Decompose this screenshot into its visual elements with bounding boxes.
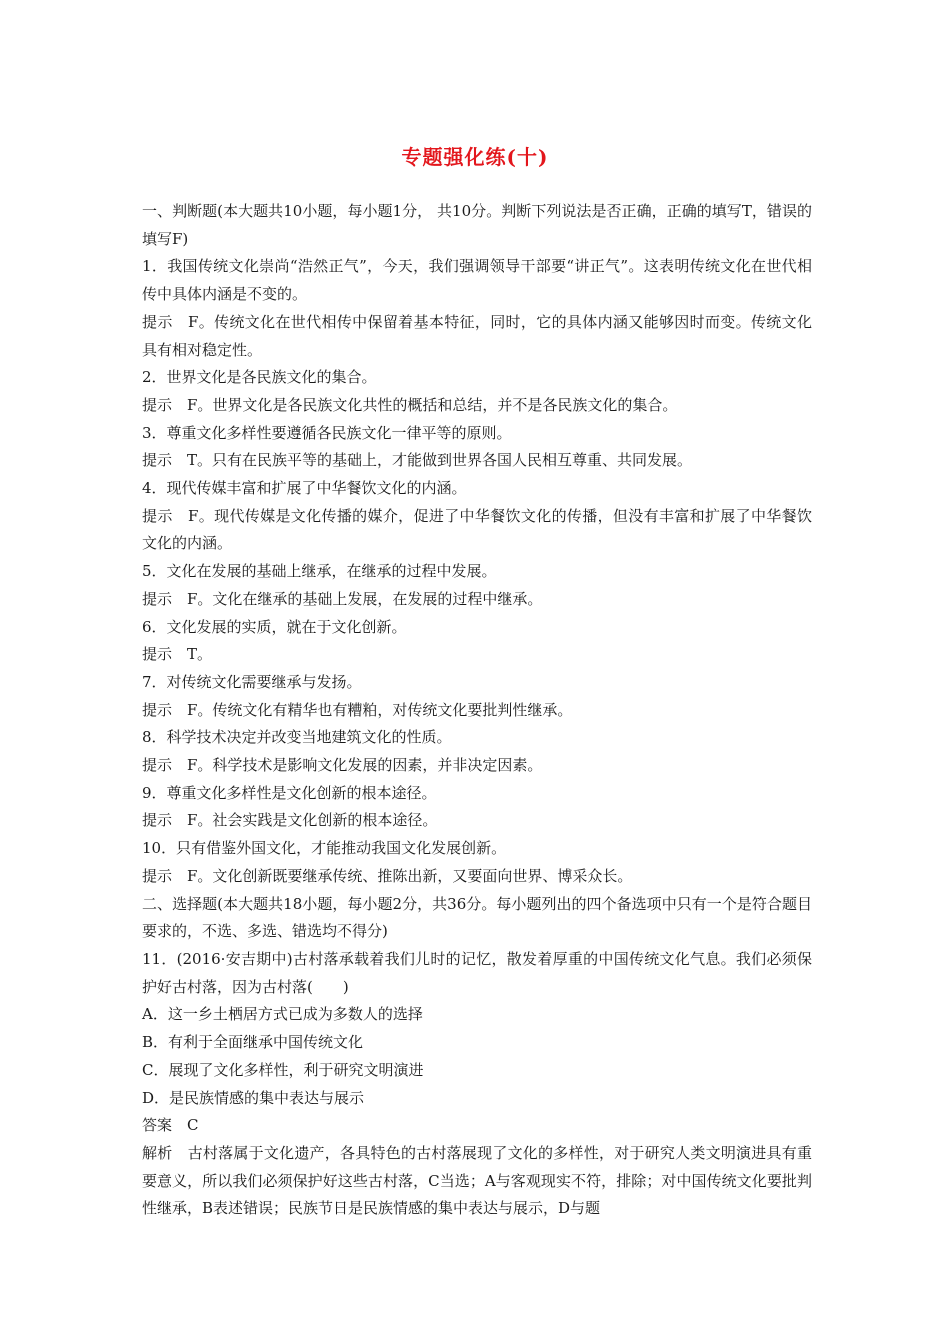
option-c: C．展现了文化多样性，利于研究文明演进 bbox=[142, 1060, 424, 1079]
hint-text: 提示 F。文化在继承的基础上发展，在发展的过程中继承。 bbox=[142, 589, 543, 608]
hint-text: 提示 F。现代传媒是文化传播的媒介，促进了中华餐饮文化的传播，但没有丰富和扩展了中华餐饮文化的内涵。 bbox=[142, 506, 812, 553]
hint-text: 提示 F。文化创新既要继承传统、推陈出新，又要面向世界、博采众长。 bbox=[142, 866, 633, 885]
question-text: 3．尊重文化多样性要遵循各民族文化一律平等的原则。 bbox=[142, 423, 512, 442]
document-body bbox=[142, 198, 812, 1223]
hint-text: 提示 F。传统文化有精华也有糟粕，对传统文化要批判性继承。 bbox=[142, 700, 573, 719]
hint-text: 提示 T。只有在民族平等的基础上，才能做到世界各国人民相互尊重、共同发展。 bbox=[142, 451, 693, 470]
hint-text: 提示 F。科学技术是影响文化发展的因素，并非决定因素。 bbox=[142, 756, 543, 775]
hint-text: 提示 F。世界文化是各民族文化共性的概括和总结，并不是各民族文化的集合。 bbox=[142, 395, 678, 414]
question-text: 9．尊重文化多样性是文化创新的根本途径。 bbox=[142, 783, 437, 802]
option-a: A．这一乡土栖居方式已成为多数人的选择 bbox=[142, 1005, 423, 1024]
answer-text: 答案 C bbox=[142, 1116, 199, 1135]
question-text: 2．世界文化是各民族文化的集合。 bbox=[142, 368, 377, 387]
question-text: 4．现代传媒丰富和扩展了中华餐饮文化的内涵。 bbox=[142, 479, 467, 498]
question-text: 5．文化在发展的基础上继承，在继承的过程中发展。 bbox=[142, 562, 497, 581]
question-text: 11．(2016·安吉期中)古村落承载着我们儿时的记忆，散发着厚重的中国传统文化气息。我们必须保护好古村落，因为古村落( ) bbox=[142, 949, 812, 996]
hint-text: 提示 F。传统文化在世代相传中保留着基本特征，同时，它的具体内涵又能够因时而变。传统文化具有相对稳定性。 bbox=[142, 312, 812, 359]
question-text: 10．只有借鉴外国文化，才能推动我国文化发展创新。 bbox=[142, 839, 507, 858]
hint-text: 提示 T。 bbox=[142, 645, 213, 664]
page-title: 专题强化练(十) bbox=[401, 145, 549, 169]
analysis-text: 解析 古村落属于文化遗产，各具特色的古村落展现了文化的多样性，对于研究人类文明演进具有重要意义，所以我们必须保护好这些古村落，C当选；A与客观现实不符，排除；对中国传统文化要批判性继承，B表述错误；民族节日是民族情感的集中表达与展示，D与题 bbox=[142, 1143, 812, 1218]
question-text: 1．我国传统文化崇尚“浩然正气”，今天，我们强调领导干部要“讲正气”。这表明传统文化在世代相传中具体内涵是不变的。 bbox=[142, 257, 812, 304]
section-heading: 一、判断题(本大题共10小题，每小题1分， 共10分。判断下列说法是否正确，正确的填写T，错误的填写F) bbox=[142, 202, 812, 248]
question-text: 7．对传统文化需要继承与发扬。 bbox=[142, 672, 362, 691]
option-b: B．有利于全面继承中国传统文化 bbox=[142, 1033, 364, 1052]
hint-text: 提示 F。社会实践是文化创新的根本途径。 bbox=[142, 811, 438, 830]
option-d: D．是民族情感的集中表达与展示 bbox=[142, 1088, 365, 1107]
section-heading: 二、选择题(本大题共18小题，每小题2分，共36分。每小题列出的四个备选项中只有一个是符合题目要求的，不选、多选、错选均不得分) bbox=[142, 894, 812, 941]
question-text: 8．科学技术决定并改变当地建筑文化的性质。 bbox=[142, 728, 452, 747]
question-text: 6．文化发展的实质，就在于文化创新。 bbox=[142, 617, 407, 636]
